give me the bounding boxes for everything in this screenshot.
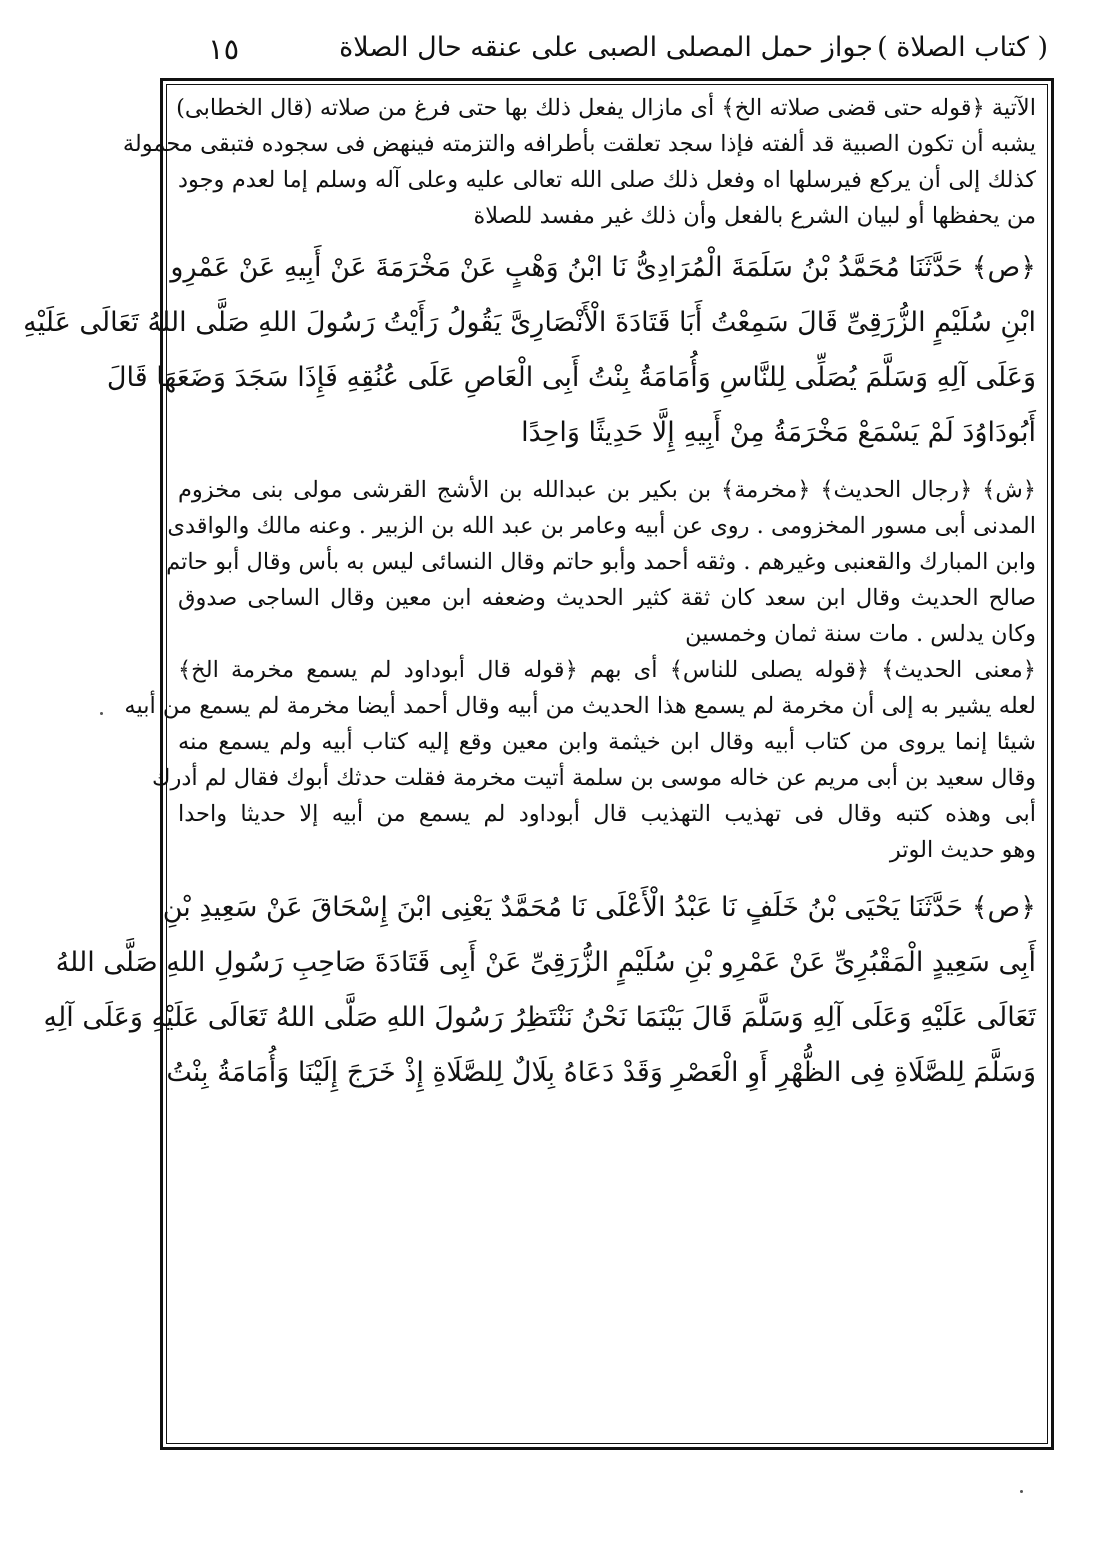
hadith-line: أَبُودَاوُدَ لَمْ يَسْمَعْ مَخْرَمَةُ مِنْ أَبِيهِ إِلَّا حَدِيثًا وَاحِدًا bbox=[521, 417, 1036, 448]
text-line: ﴿معنى الحديث﴾ ﴿قوله يصلى للناس﴾ أى بهم ﴿قوله قال أبوداود لم يسمع مخرمة الخ﴾ bbox=[178, 657, 1036, 683]
scan-speck bbox=[100, 712, 103, 715]
text-line: يشبه أن تكون الصبية قد ألفته فإذا سجد تعلقت بأطرافه والتزمته فينهض فى سجوده فتبقى محمولة bbox=[122, 131, 1036, 157]
text-line: لعله يشير به إلى أن مخرمة لم يسمع هذا الحديث من أبيه وقال أحمد أيضا مخرمة لم يسمع من أبيه bbox=[124, 693, 1036, 719]
text-line: الآتية ﴿قوله حتى قضى صلاته الخ﴾ أى مازال يفعل ذلك بها حتى فرغ من صلاته (قال الخطابى) bbox=[176, 95, 1036, 121]
section-title: جواز حمل المصلى الصبى على عنقه حال الصلاة bbox=[339, 32, 873, 63]
text-line: كذلك إلى أن يركع فيرسلها اه وفعل ذلك صلى الله تعالى عليه وعلى آله وسلم إما لعدم وجود bbox=[178, 167, 1036, 193]
hadith-line: وَسَلَّمَ لِلصَّلَاةِ فِى الظُّهْرِ أَوِ الْعَصْرِ وَقَدْ دَعَاهُ بِلَالٌ لِلصَّلَاةِ إِذْ خَرَجَ إِلَيْنَا وَأُمَامَةُ بِنْتُ bbox=[166, 1057, 1036, 1088]
text-line: المدنى أبى مسور المخزومى . روى عن أبيه وعامر بن عبد الله بن الزبير . وعنه مالك والواقدى bbox=[167, 513, 1036, 539]
hadith-line: تَعَالَى عَلَيْهِ وَعَلَى آلِهِ وَسَلَّمَ قَالَ بَيْنَمَا نَحْنُ نَنْتَظِرُ رَسُولَ اللهِ صَلَّى اللهُ تَعَالَى عَلَيْهِ وَعَلَى آلِهِ bbox=[43, 1002, 1036, 1033]
page-body bbox=[23, 90, 1036, 1100]
scan-speck bbox=[1020, 1490, 1023, 1493]
hadith-line: ﴿ص﴾ حَدَّثَنَا مُحَمَّدُ بْنُ سَلَمَةَ الْمُرَادِىُّ نَا ابْنُ وَهْبٍ عَنْ مَخْرَمَةَ عَنْ أَبِيهِ عَنْ عَمْرِو bbox=[170, 252, 1036, 283]
text-line: ﴿ش﴾ ﴿رجال الحديث﴾ ﴿مخرمة﴾ بن بكير بن عبدالله بن الأشج القرشى مولى بنى مخزوم bbox=[178, 477, 1036, 503]
text-line: وابن المبارك والقعنبى وغيرهم . وثقه أحمد وأبو حاتم وقال النسائى ليس به بأس وقال أبو حاتم bbox=[166, 549, 1036, 575]
text-line: وقال سعيد بن أبى مريم عن خاله موسى بن سلمة أتيت مخرمة فقلت حدثك أبوك فقال لم أدرك bbox=[151, 765, 1036, 791]
hadith-text-2 bbox=[43, 880, 1036, 1100]
page-number: ١٥ bbox=[208, 32, 240, 66]
intro-commentary bbox=[122, 90, 1036, 234]
chapter-title: ( كتاب الصلاة ) bbox=[877, 32, 1048, 63]
page-header bbox=[168, 28, 1048, 78]
text-line: شيئا إنما يروى من كتاب أبيه وقال ابن خيثمة وابن معين وقع إليه كتاب أبيه ولم يسمع منه bbox=[178, 729, 1036, 755]
hadith-line: وَعَلَى آلِهِ وَسَلَّمَ يُصَلِّى لِلنَّاسِ وَأُمَامَةُ بِنْتُ أَبِى الْعَاصِ عَلَى عُنُقِهِ فَإِذَا سَجَدَ وَضَعَهَا قَالَ bbox=[106, 362, 1036, 393]
text-line: وكان يدلس . مات سنة ثمان وخمسين bbox=[685, 621, 1036, 647]
sharh-commentary-1 bbox=[124, 472, 1036, 868]
hadith-line: ابْنِ سُلَيْمٍ الزُّرَقِىِّ قَالَ سَمِعْتُ أَبَا قَتَادَةَ الْأَنْصَارِىَّ يَقُولُ رَأَيْتُ رَسُولَ اللهِ صَلَّى اللهُ تَعَالَى عَلَيْهِ bbox=[23, 307, 1036, 338]
hadith-line: أَبِى سَعِيدٍ الْمَقْبُرِىِّ عَنْ عَمْرِو بْنِ سُلَيْمٍ الزُّرَقِىِّ عَنْ أَبِى قَتَادَةَ صَاحِبِ رَسُولِ اللهِ صَلَّى اللهُ bbox=[55, 947, 1036, 978]
hadith-line: ﴿ص﴾ حَدَّثَنَا يَحْيَى بْنُ خَلَفٍ نَا عَبْدُ الْأَعْلَى نَا مُحَمَّدٌ يَعْنِى ابْنَ إِسْحَاقَ عَنْ سَعِيدِ بْنِ bbox=[162, 892, 1036, 923]
text-line: صالح الحديث وقال ابن سعد كان ثقة كثير الحديث وضعفه ابن معين وقال الساجى صدوق bbox=[178, 585, 1036, 611]
text-line: وهو حديث الوتر bbox=[889, 837, 1036, 863]
hadith-text-1 bbox=[23, 240, 1036, 460]
text-line: من يحفظها أو لبيان الشرع بالفعل وأن ذلك غير مفسد للصلاة bbox=[473, 203, 1036, 229]
text-line: أبى وهذه كتبه وقال فى تهذيب التهذيب قال أبوداود لم يسمع من أبيه إلا حديثا واحدا bbox=[178, 801, 1036, 827]
